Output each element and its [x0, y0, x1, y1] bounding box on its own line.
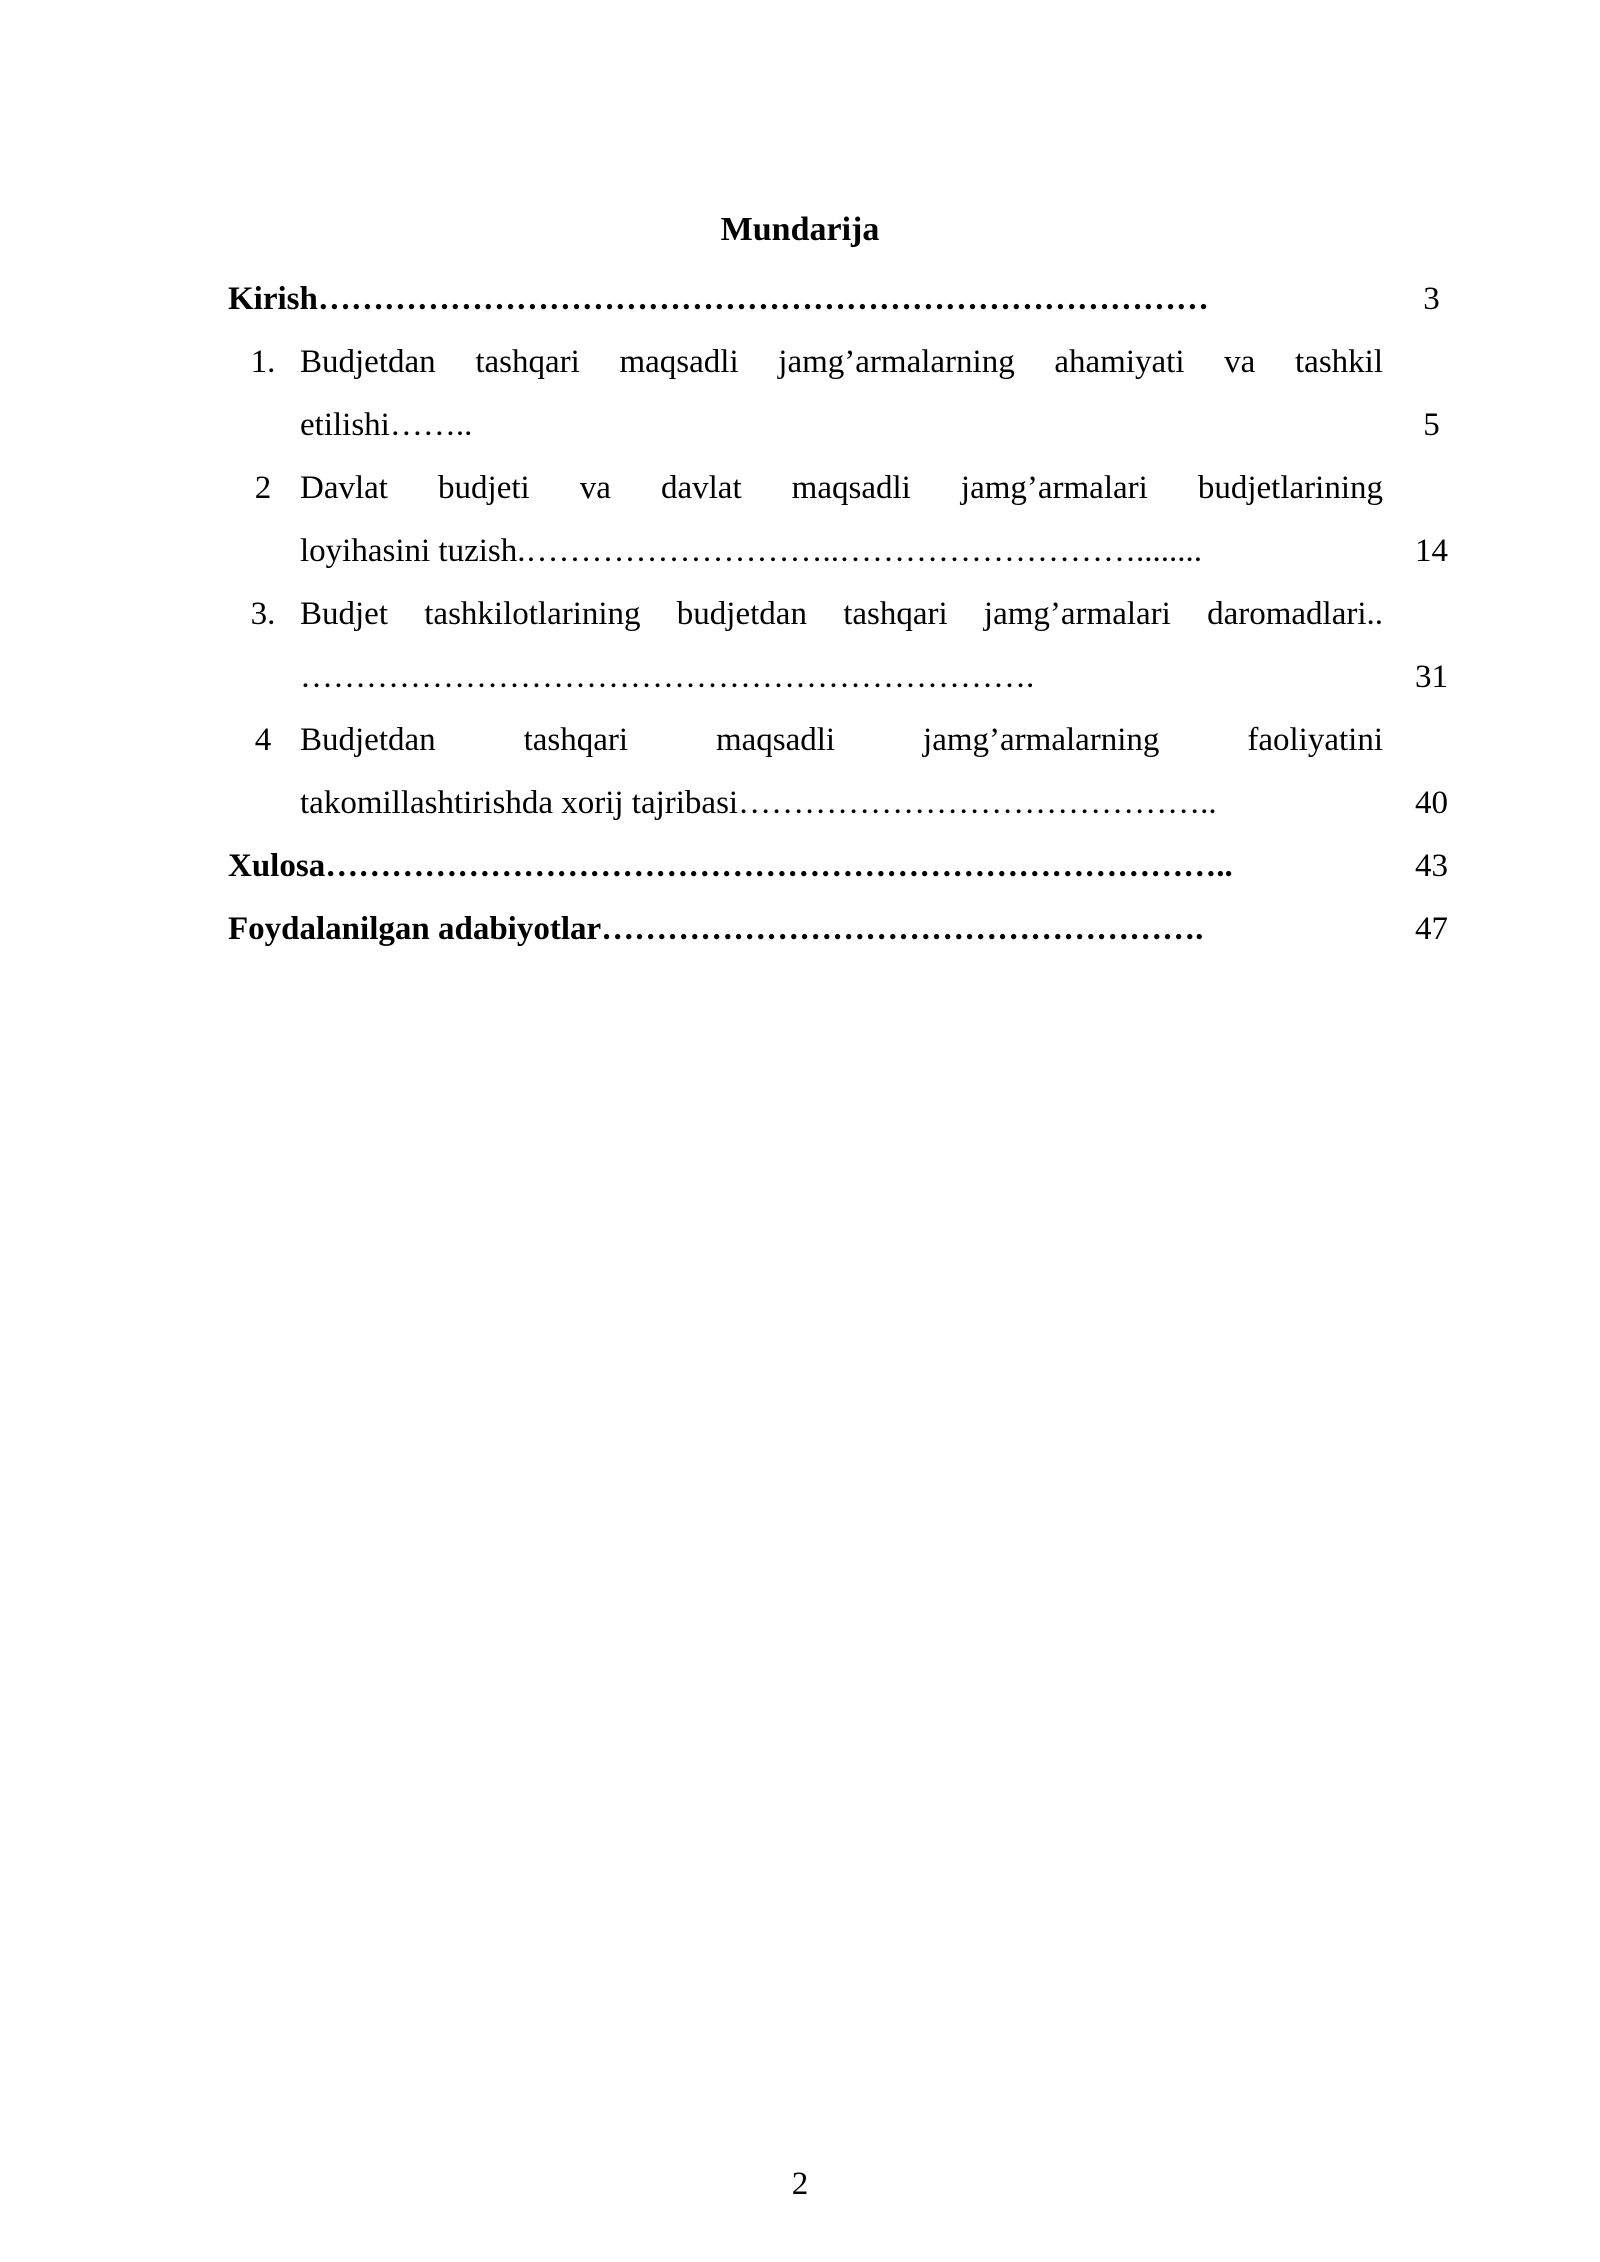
toc-entry-intro	[228, 268, 1480, 331]
toc-item-title-line1: Budjet tashkilotlarining budjetdan tashqari jamg’armalari daromadlari..	[300, 596, 1383, 632]
toc-item-title-line1: Budjetdan tashqari maqsadli jamg’armalarning faoliyatini	[300, 722, 1383, 758]
toc-item-title-line2: loyihasini tuzish.………………………..………………………........	[300, 533, 1202, 569]
toc-item-page: 31	[1415, 659, 1448, 695]
table-of-contents	[228, 268, 1480, 961]
toc-entry-references	[228, 898, 1480, 961]
toc-item-number: 3.	[250, 596, 276, 632]
toc-item-title-line1: Budjetdan tashqari maqsadli jamg’armalarning ahamiyati va tashkil	[300, 344, 1383, 380]
page-title: Mundarija	[720, 211, 880, 248]
toc-item-number: 4	[254, 722, 272, 758]
toc-intro-page: 3	[1423, 281, 1440, 317]
toc-entry-3	[228, 583, 1480, 709]
toc-conclusion-label: Xulosa………………………………………………………………………..	[228, 848, 1233, 884]
toc-item-title-line2: takomillashtirishda xorij tajribasi……………………………………..	[300, 785, 1217, 821]
toc-entry-4	[228, 709, 1480, 835]
page-number: 2	[791, 2166, 809, 2202]
toc-entry-conclusion	[228, 835, 1480, 898]
toc-entry-1	[228, 331, 1480, 457]
toc-item-page: 5	[1423, 407, 1440, 443]
toc-intro-label: Kirish………………………………………………………………………	[228, 281, 1209, 317]
toc-item-page: 40	[1415, 785, 1448, 821]
toc-conclusion-page: 43	[1415, 848, 1448, 884]
toc-item-title-line2: etilishi……..	[300, 407, 473, 443]
toc-item-title-line1: Davlat budjeti va davlat maqsadli jamg’armalari budjetlarining	[300, 470, 1383, 506]
toc-item-number: 1.	[250, 344, 276, 380]
toc-item-number: 2	[254, 470, 272, 506]
toc-item-title-line2: ………………………………………………………….	[300, 659, 1035, 695]
toc-references-label: Foydalanilgan adabiyotlar……………………………………………….	[228, 911, 1204, 947]
toc-entry-2	[228, 457, 1480, 583]
toc-item-page: 14	[1415, 533, 1448, 569]
toc-references-page: 47	[1415, 911, 1448, 947]
